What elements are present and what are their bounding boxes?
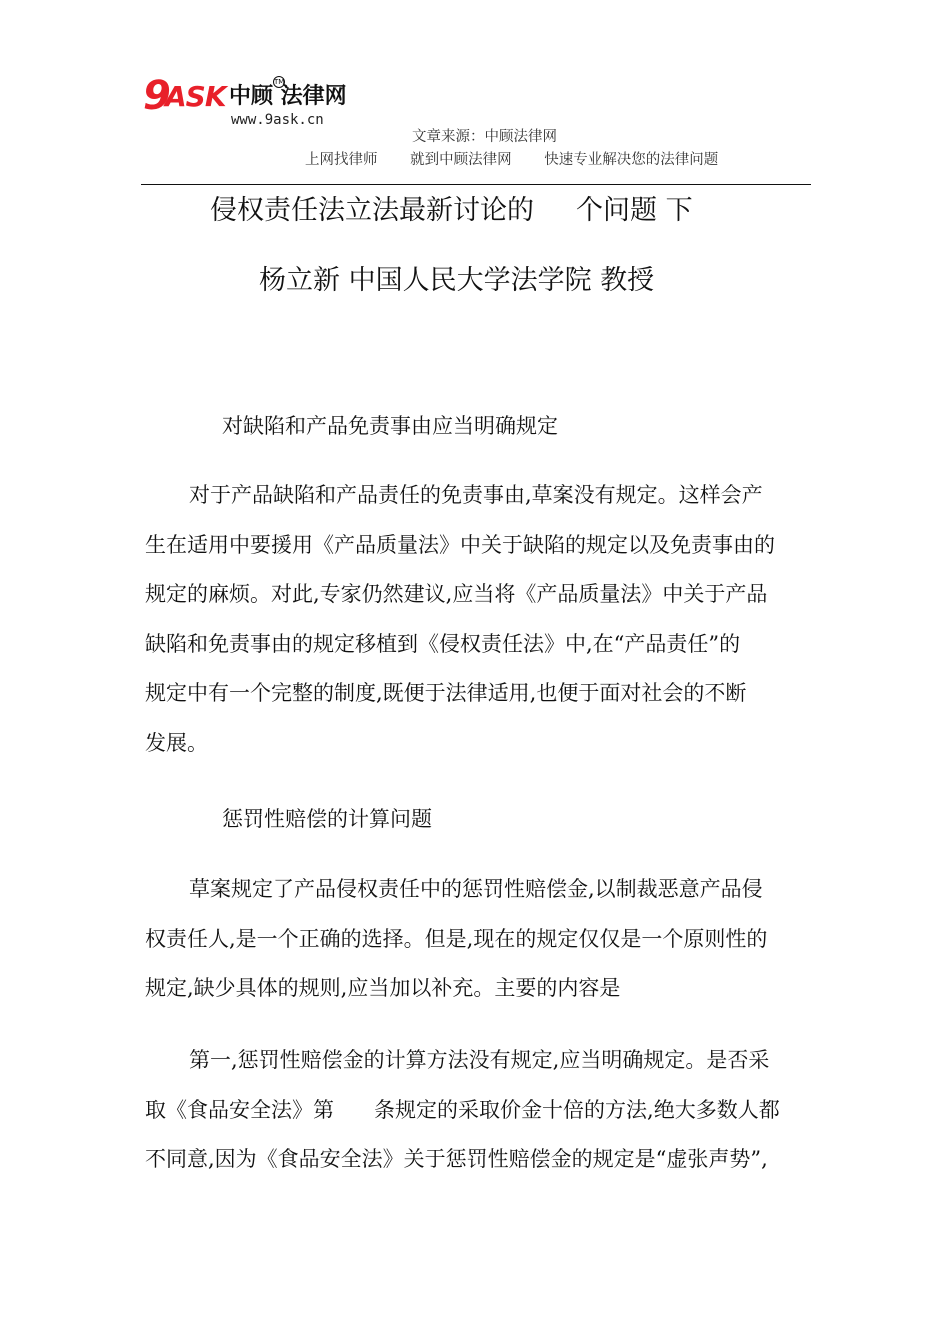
- logo-ask-text: ASK: [165, 80, 226, 113]
- article-title: [210, 188, 693, 227]
- paragraph-line: 生在适用中要援用《产品质量法》中关于缺陷的规定以及免责事由的: [145, 532, 775, 557]
- logo-nine-mark: 9: [143, 73, 171, 119]
- site-logo[interactable]: [143, 73, 363, 132]
- paragraph-line: 规定的麻烦。对此,专家仍然建议,应当将《产品质量法》中关于产品: [145, 582, 768, 606]
- paragraph-line: 草案规定了产品侵权责任中的惩罚性赔偿金,以制裁恶意产品侵: [189, 877, 763, 901]
- site-slogan: [305, 148, 746, 169]
- slogan-part-1: 上网找律师: [305, 152, 378, 168]
- paragraph-2: [145, 865, 813, 1014]
- article-source: 文章来源：中顾法律网: [412, 129, 557, 145]
- title-part-2: 个问题 下: [576, 195, 693, 226]
- paragraph-line: 规定,缺少具体的规则,应当加以补充。主要的内容是: [145, 976, 621, 1000]
- slogan-part-2: 就到中顾法律网: [410, 152, 512, 168]
- paragraph-line: 发展。: [145, 730, 208, 755]
- header-divider: [141, 184, 811, 185]
- paragraph-line: 第一,惩罚性赔偿金的计算方法没有规定,应当明确规定。是否采: [189, 1048, 770, 1072]
- paragraph-line: 对于产品缺陷和产品责任的免责事由,草案没有规定。这样会产: [189, 483, 763, 507]
- article-author: 杨立新 中国人民大学法学院 教授: [259, 265, 655, 296]
- logo-site-name: 中顾 法律网: [229, 84, 347, 109]
- paragraph-line: 取《食品安全法》第 条规定的采取价金十倍的方法,绝大多数人都: [145, 1097, 780, 1122]
- slogan-part-3: 快速专业解决您的法律问题: [544, 152, 719, 168]
- paragraph-line: 权责任人,是一个正确的选择。但是,现在的规定仅仅是一个原则性的: [145, 926, 768, 951]
- title-part-1: 侵权责任法立法最新讨论的: [210, 195, 534, 226]
- paragraph-line: 缺陷和免责事由的规定移植到《侵权责任法》中,在“产品责任”的: [145, 631, 741, 656]
- paragraph-1: [145, 471, 813, 768]
- section-heading-1: 对缺陷和产品免责事由应当明确规定: [222, 414, 558, 438]
- paragraph-3: [145, 1036, 813, 1185]
- trademark-icon: TM: [274, 78, 285, 86]
- section-heading-2: 惩罚性赔偿的计算问题: [222, 807, 432, 831]
- paragraph-line: 规定中有一个完整的制度,既便于法律适用,也便于面对社会的不断: [145, 681, 747, 705]
- logo-url: www.9ask.cn: [231, 112, 324, 128]
- paragraph-line: 不同意,因为《食品安全法》关于惩罚性赔偿金的规定是“虚张声势”,: [145, 1147, 768, 1171]
